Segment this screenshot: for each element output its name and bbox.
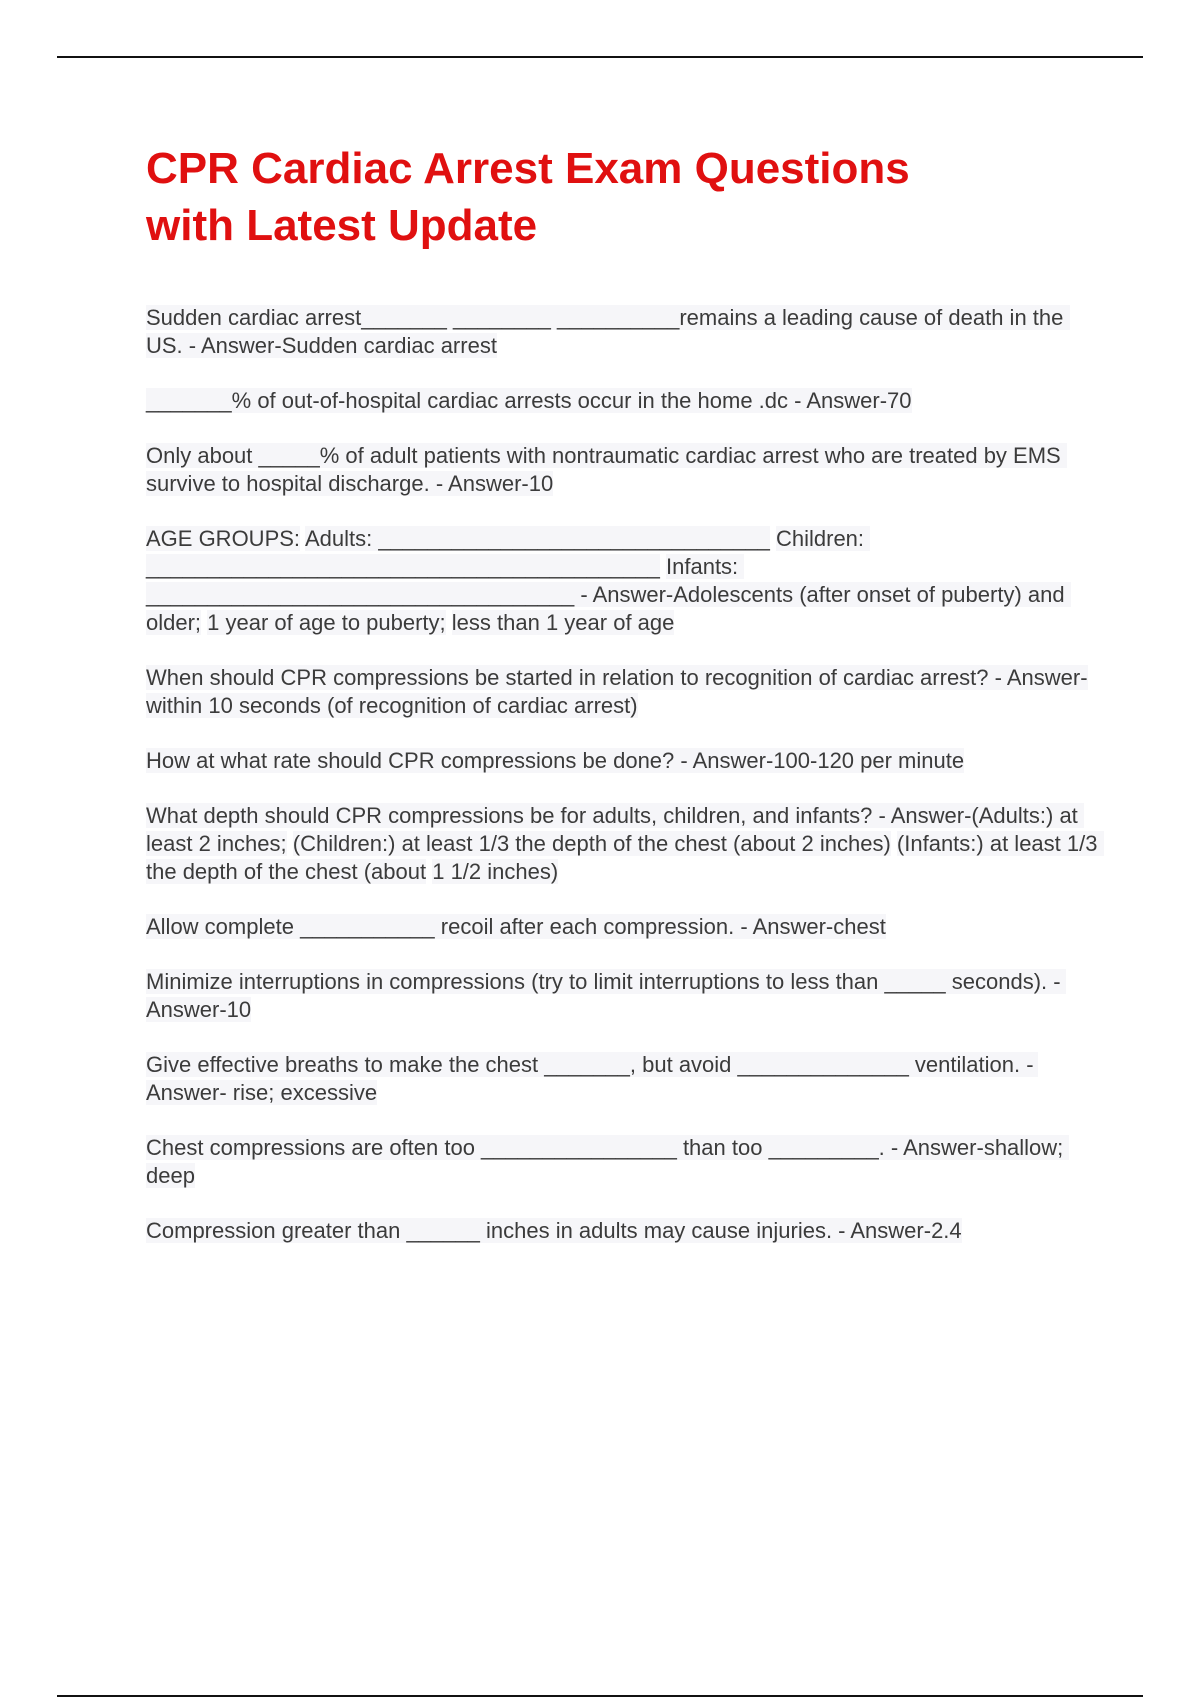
qa-text: Children: __________________________________________ bbox=[146, 526, 871, 579]
qa-line bbox=[452, 610, 675, 635]
qa-text: 1 year of age to puberty; bbox=[207, 610, 446, 635]
qa-item-depth bbox=[146, 802, 1106, 886]
qa-text: Sudden cardiac arrest_______ ________ __________remains a leading cause of death in the US. - Answer-Sudden cardiac arrest bbox=[146, 305, 1070, 358]
qa-line bbox=[207, 610, 446, 635]
qa-item-1 bbox=[146, 304, 1106, 360]
qa-text: How at what rate should CPR compressions be done? - Answer-100-120 per minute bbox=[146, 748, 965, 773]
qa-item-age-groups bbox=[146, 525, 1106, 637]
qa-item-6 bbox=[146, 913, 1106, 941]
qa-text: When should CPR compressions be started in relation to recognition of cardiac arrest? - Answer-within 10 seconds (of recognition of cardiac arrest) bbox=[146, 665, 1088, 718]
qa-line bbox=[432, 859, 558, 884]
qa-text: 1 1/2 inches) bbox=[432, 859, 559, 884]
qa-item-3 bbox=[146, 442, 1106, 498]
qa-item-4 bbox=[146, 664, 1106, 720]
qa-text: Adults: ________________________________ bbox=[304, 526, 770, 551]
top-rule bbox=[57, 56, 1143, 58]
qa-text: Chest compressions are often too ________________ than too _________. - Answer-shallow; deep bbox=[146, 1135, 1070, 1188]
qa-item-10 bbox=[146, 1217, 1106, 1245]
qa-text: _______% of out-of-hospital cardiac arrests occur in the home .dc - Answer-70 bbox=[146, 388, 912, 413]
qa-text: Infants: ___________________________________ - Answer-Adolescents (after onset of puberty) and older; bbox=[146, 554, 1071, 635]
qa-line bbox=[146, 526, 300, 551]
qa-line bbox=[293, 831, 891, 856]
qa-text: (Infants:) at least 1/3 the depth of the chest (about bbox=[146, 831, 1104, 884]
qa-item-5 bbox=[146, 747, 1106, 775]
qa-line bbox=[305, 526, 770, 551]
qa-text: Allow complete ___________ recoil after each compression. - Answer-chest bbox=[146, 914, 886, 939]
qa-text: AGE GROUPS: bbox=[146, 526, 301, 551]
qa-text: Minimize interruptions in compressions (try to limit interruptions to less than _____ seconds). - Answer-10 bbox=[146, 969, 1066, 1022]
qa-item-7 bbox=[146, 968, 1106, 1024]
qa-item-8 bbox=[146, 1051, 1106, 1107]
qa-text: What depth should CPR compressions be for adults, children, and infants? - Answer-(Adults:) at least 2 inches; bbox=[146, 803, 1084, 856]
document-body bbox=[146, 140, 1106, 1272]
qa-text: Only about _____% of adult patients with nontraumatic cardiac arrest who are treated by EMS survive to hospital discharge. - Answer-10 bbox=[146, 443, 1067, 496]
qa-text: Compression greater than ______ inches in adults may cause injuries. - Answer-2.4 bbox=[146, 1218, 962, 1243]
document-title: CPR Cardiac Arrest Exam Questions with Latest Update bbox=[146, 144, 910, 250]
qa-item-2 bbox=[146, 387, 1106, 415]
qa-text: less than 1 year of age bbox=[451, 610, 675, 635]
qa-text: (Children:) at least 1/3 the depth of the chest (about 2 inches) bbox=[292, 831, 891, 856]
bottom-rule bbox=[57, 1695, 1143, 1697]
qa-item-9 bbox=[146, 1134, 1106, 1190]
qa-text: Give effective breaths to make the chest _______, but avoid ______________ ventilation. - Answer- rise; excessive bbox=[146, 1052, 1039, 1105]
